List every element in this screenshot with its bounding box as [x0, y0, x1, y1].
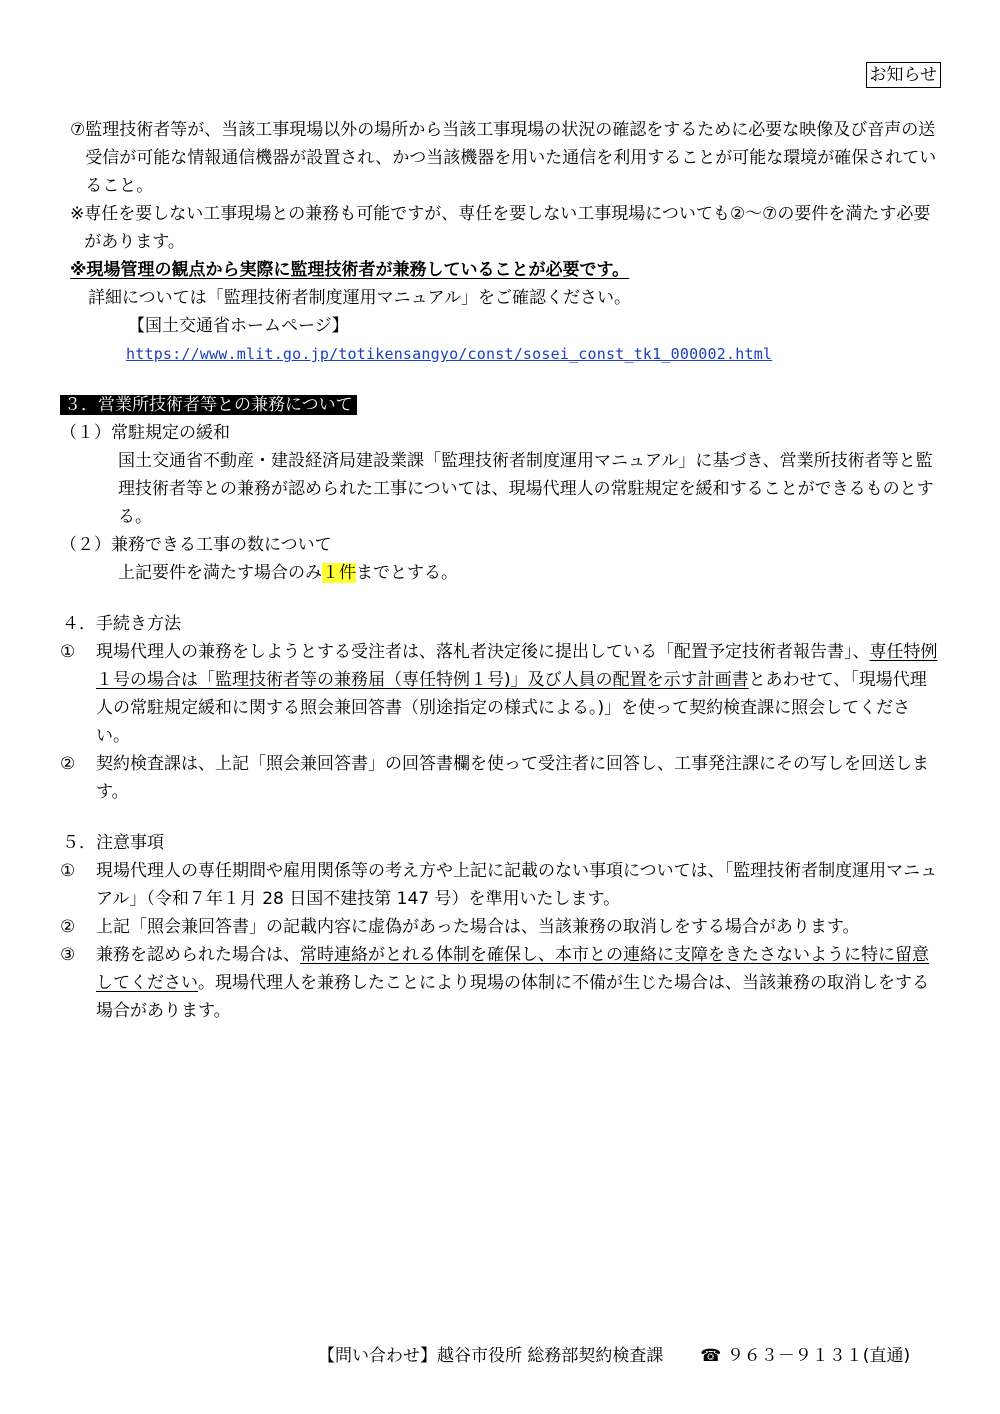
- phone-number: ９６３－９１３１(直通): [726, 1346, 911, 1366]
- item-text-underlined: 常時連絡がとれる体制を確保し、本市との連絡に支障をきたさないように特に留意してください: [96, 945, 929, 993]
- section-4-heading: ４．手続き方法: [62, 614, 181, 634]
- item-text-a: 現場代理人の兼務をしようとする受注者は、落札者決定後に提出している「配置予定技術者報告書」、: [96, 642, 870, 662]
- item-marker: ①: [60, 861, 76, 881]
- item-text: 監理技術者等が、当該工事現場以外の場所から当該工事現場の状況の確認をするために必要な映像及び音声の送受信が可能な情報通信機器が設置され、かつ当該機器を用いた通信を利用することが可能な環境が確保されていること。: [85, 120, 937, 196]
- item-text-c: 。現場代理人を兼務したことにより現場の体制に不備が生じた場合は、当該兼務の取消しをする場合があります。: [96, 973, 929, 1021]
- item-text-underlined: 専任特例１号の場合は「監理技術者等の兼務届（専任特例１号)」及び人員の配置を示す計画書: [96, 642, 938, 690]
- subsection-2-text: [60, 559, 942, 587]
- item-text: [96, 638, 942, 750]
- contact-text: 【問い合わせ】越谷市役所 総務部契約検査課: [318, 1346, 664, 1366]
- phone-icon: ☎: [700, 1346, 722, 1366]
- item-marker: ③: [60, 945, 76, 965]
- section-4: [60, 610, 942, 806]
- requirements-block: [70, 116, 942, 368]
- item-marker: ②: [60, 754, 76, 774]
- subsection-2-post: までとする。: [356, 563, 458, 583]
- contact-footer: [318, 1342, 910, 1370]
- caution-item-1: [60, 857, 942, 913]
- note-marker: ※: [70, 204, 85, 224]
- item-text: 上記「照会兼回答書」の記載内容に虚偽があった場合は、当該兼務の取消しをする場合があります。: [96, 917, 860, 937]
- item-text-c: とあわせて、「現場代理人の常駐規定緩和に関する照会兼回答書（別途指定の様式による。)」を使って契約検査課に照会してください。: [96, 670, 927, 746]
- item-text: [96, 941, 942, 1025]
- subsection-1-title: （１）常駐規定の緩和: [60, 423, 230, 443]
- item-marker: ⑦: [70, 120, 86, 140]
- item-text-a: 兼務を認められた場合は、: [96, 945, 300, 965]
- subsection-2-title: （２）兼務できる工事の数について: [60, 535, 332, 555]
- section-3-heading: ３．営業所技術者等との兼務について: [60, 395, 357, 415]
- subsection-1-text: 国土交通省不動産・建設経済局建設業課「監理技術者制度運用マニュアル」に基づき、営業所技術者等と監理技術者等との兼務が認められた工事については、現場代理人の常駐規定を緩和することができるものとする。: [118, 451, 934, 527]
- requirement-item-7: [70, 116, 942, 200]
- procedure-item-1: [60, 638, 942, 750]
- section-5-heading: ５．注意事項: [62, 833, 164, 853]
- item-marker: ①: [60, 642, 76, 662]
- notice-label: お知らせ: [866, 62, 942, 88]
- highlight-one-case: １件: [322, 563, 356, 583]
- homepage-label: 【国土交通省ホームページ】: [128, 316, 349, 336]
- note-text: 専任を要しない工事現場との兼務も可能ですが、専任を要しない工事現場についても②～⑦の要件を満たす必要があります。: [84, 204, 931, 252]
- section-3: [60, 391, 942, 587]
- caution-item-2: [60, 913, 942, 941]
- mlit-url-link[interactable]: https://www.mlit.go.jp/totikensangyo/const/sosei_const_tk1_000002.html: [126, 345, 773, 363]
- procedure-item-2: [60, 750, 942, 806]
- section-5: [60, 829, 942, 1025]
- item-text: 現場代理人の専任期間や雇用関係等の考え方や上記に記載のない事項については、「監理技術者制度運用マニュアル」（令和７年１月 28 日国不建技第 147 号）を準用いたします。: [96, 861, 938, 909]
- detail-text: 詳細については「監理技術者制度運用マニュアル」をご確認ください。: [88, 288, 631, 308]
- item-marker: ②: [60, 917, 76, 937]
- caution-item-3: [60, 941, 942, 1025]
- subsection-2-pre: 上記要件を満たす場合のみ: [118, 563, 322, 583]
- note-2-emphasis: ※現場管理の観点から実際に監理技術者が兼務していることが必要です。: [70, 260, 630, 280]
- item-text: 契約検査課は、上記「照会兼回答書」の回答書欄を使って受注者に回答し、工事発注課にその写しを回送します。: [96, 754, 929, 802]
- note-1: [70, 200, 942, 256]
